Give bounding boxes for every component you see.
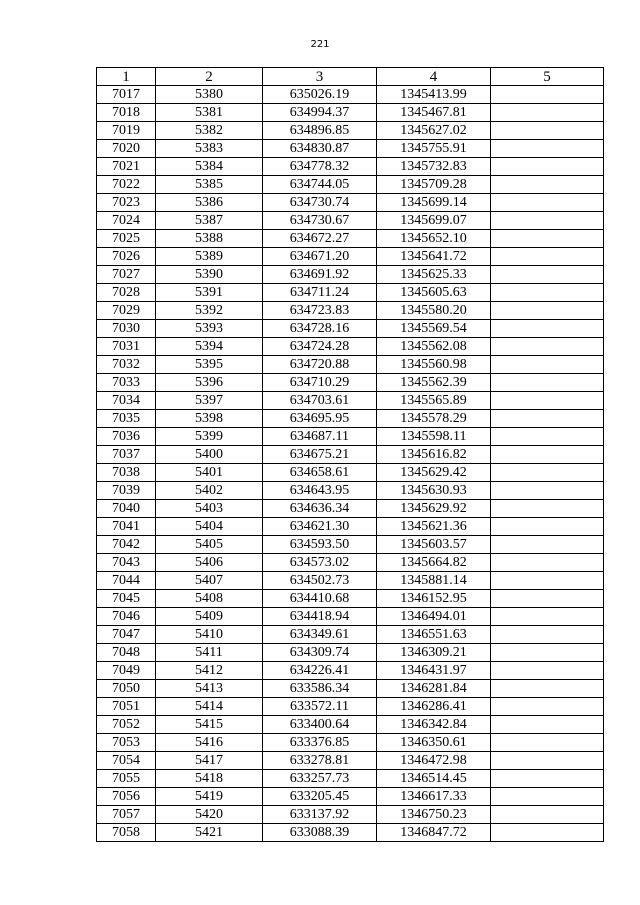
y-coordinate-cell: 1346350.61 <box>377 734 491 752</box>
y-coordinate-cell: 1346152.95 <box>377 590 491 608</box>
x-coordinate-cell: 634691.92 <box>263 266 377 284</box>
point-number-cell: 7020 <box>97 140 156 158</box>
x-coordinate-cell: 634724.28 <box>263 338 377 356</box>
y-coordinate-cell: 1346281.84 <box>377 680 491 698</box>
x-coordinate-cell: 634410.68 <box>263 590 377 608</box>
table-row <box>97 230 604 248</box>
vertex-number-cell: 5385 <box>156 176 263 194</box>
note-cell <box>491 824 604 842</box>
vertex-number-cell: 5388 <box>156 230 263 248</box>
table-row <box>97 428 604 446</box>
y-coordinate-cell: 1345755.91 <box>377 140 491 158</box>
note-cell <box>491 140 604 158</box>
vertex-number-cell: 5398 <box>156 410 263 428</box>
point-number-cell: 7041 <box>97 518 156 536</box>
point-number-cell: 7021 <box>97 158 156 176</box>
point-number-cell: 7058 <box>97 824 156 842</box>
point-number-cell: 7028 <box>97 284 156 302</box>
point-number-cell: 7054 <box>97 752 156 770</box>
point-number-cell: 7057 <box>97 806 156 824</box>
y-coordinate-cell: 1345699.07 <box>377 212 491 230</box>
y-coordinate-cell: 1345598.11 <box>377 428 491 446</box>
coordinates-table <box>96 67 604 842</box>
vertex-number-cell: 5394 <box>156 338 263 356</box>
point-number-cell: 7040 <box>97 500 156 518</box>
point-number-cell: 7026 <box>97 248 156 266</box>
table-row <box>97 482 604 500</box>
point-number-cell: 7056 <box>97 788 156 806</box>
column-header: 1 <box>97 68 156 86</box>
point-number-cell: 7050 <box>97 680 156 698</box>
vertex-number-cell: 5393 <box>156 320 263 338</box>
vertex-number-cell: 5400 <box>156 446 263 464</box>
note-cell <box>491 428 604 446</box>
x-coordinate-cell: 634703.61 <box>263 392 377 410</box>
note-cell <box>491 194 604 212</box>
x-coordinate-cell: 633572.11 <box>263 698 377 716</box>
y-coordinate-cell: 1346847.72 <box>377 824 491 842</box>
note-cell <box>491 176 604 194</box>
note-cell <box>491 536 604 554</box>
table-row <box>97 338 604 356</box>
point-number-cell: 7025 <box>97 230 156 248</box>
table-row <box>97 536 604 554</box>
y-coordinate-cell: 1345580.20 <box>377 302 491 320</box>
vertex-number-cell: 5409 <box>156 608 263 626</box>
table-row <box>97 104 604 122</box>
vertex-number-cell: 5416 <box>156 734 263 752</box>
point-number-cell: 7022 <box>97 176 156 194</box>
table-row <box>97 140 604 158</box>
vertex-number-cell: 5420 <box>156 806 263 824</box>
x-coordinate-cell: 633137.92 <box>263 806 377 824</box>
y-coordinate-cell: 1345629.42 <box>377 464 491 482</box>
table-row <box>97 662 604 680</box>
x-coordinate-cell: 633257.73 <box>263 770 377 788</box>
vertex-number-cell: 5381 <box>156 104 263 122</box>
note-cell <box>491 554 604 572</box>
note-cell <box>491 302 604 320</box>
point-number-cell: 7053 <box>97 734 156 752</box>
table-row <box>97 644 604 662</box>
vertex-number-cell: 5411 <box>156 644 263 662</box>
vertex-number-cell: 5391 <box>156 284 263 302</box>
point-number-cell: 7043 <box>97 554 156 572</box>
table-row <box>97 518 604 536</box>
note-cell <box>491 230 604 248</box>
table-row <box>97 626 604 644</box>
table-row <box>97 806 604 824</box>
x-coordinate-cell: 634830.87 <box>263 140 377 158</box>
y-coordinate-cell: 1346514.45 <box>377 770 491 788</box>
point-number-cell: 7018 <box>97 104 156 122</box>
vertex-number-cell: 5397 <box>156 392 263 410</box>
x-coordinate-cell: 633376.85 <box>263 734 377 752</box>
table-row <box>97 734 604 752</box>
note-cell <box>491 320 604 338</box>
y-coordinate-cell: 1346472.98 <box>377 752 491 770</box>
note-cell <box>491 680 604 698</box>
y-coordinate-cell: 1345562.08 <box>377 338 491 356</box>
table-row <box>97 266 604 284</box>
column-header: 4 <box>377 68 491 86</box>
vertex-number-cell: 5412 <box>156 662 263 680</box>
vertex-number-cell: 5421 <box>156 824 263 842</box>
x-coordinate-cell: 634636.34 <box>263 500 377 518</box>
y-coordinate-cell: 1346551.63 <box>377 626 491 644</box>
vertex-number-cell: 5401 <box>156 464 263 482</box>
x-coordinate-cell: 633205.45 <box>263 788 377 806</box>
x-coordinate-cell: 634226.41 <box>263 662 377 680</box>
x-coordinate-cell: 634896.85 <box>263 122 377 140</box>
point-number-cell: 7024 <box>97 212 156 230</box>
table-row <box>97 698 604 716</box>
x-coordinate-cell: 634687.11 <box>263 428 377 446</box>
point-number-cell: 7055 <box>97 770 156 788</box>
y-coordinate-cell: 1346309.21 <box>377 644 491 662</box>
point-number-cell: 7027 <box>97 266 156 284</box>
table-row <box>97 608 604 626</box>
vertex-number-cell: 5410 <box>156 626 263 644</box>
y-coordinate-cell: 1345413.99 <box>377 86 491 104</box>
vertex-number-cell: 5406 <box>156 554 263 572</box>
x-coordinate-cell: 634349.61 <box>263 626 377 644</box>
note-cell <box>491 482 604 500</box>
point-number-cell: 7033 <box>97 374 156 392</box>
vertex-number-cell: 5415 <box>156 716 263 734</box>
x-coordinate-cell: 633088.39 <box>263 824 377 842</box>
x-coordinate-cell: 634658.61 <box>263 464 377 482</box>
vertex-number-cell: 5399 <box>156 428 263 446</box>
vertex-number-cell: 5404 <box>156 518 263 536</box>
table-row <box>97 374 604 392</box>
x-coordinate-cell: 634730.74 <box>263 194 377 212</box>
point-number-cell: 7037 <box>97 446 156 464</box>
y-coordinate-cell: 1345881.14 <box>377 572 491 590</box>
point-number-cell: 7049 <box>97 662 156 680</box>
table-row <box>97 590 604 608</box>
point-number-cell: 7023 <box>97 194 156 212</box>
y-coordinate-cell: 1345621.36 <box>377 518 491 536</box>
x-coordinate-cell: 635026.19 <box>263 86 377 104</box>
x-coordinate-cell: 634621.30 <box>263 518 377 536</box>
note-cell <box>491 716 604 734</box>
vertex-number-cell: 5413 <box>156 680 263 698</box>
y-coordinate-cell: 1345616.82 <box>377 446 491 464</box>
note-cell <box>491 356 604 374</box>
y-coordinate-cell: 1345664.82 <box>377 554 491 572</box>
column-header: 3 <box>263 68 377 86</box>
point-number-cell: 7048 <box>97 644 156 662</box>
point-number-cell: 7046 <box>97 608 156 626</box>
y-coordinate-cell: 1346286.41 <box>377 698 491 716</box>
note-cell <box>491 698 604 716</box>
page-number: 221 <box>310 39 330 50</box>
vertex-number-cell: 5402 <box>156 482 263 500</box>
vertex-number-cell: 5419 <box>156 788 263 806</box>
x-coordinate-cell: 634744.05 <box>263 176 377 194</box>
table-row <box>97 320 604 338</box>
note-cell <box>491 446 604 464</box>
y-coordinate-cell: 1346494.01 <box>377 608 491 626</box>
table-row <box>97 302 604 320</box>
x-coordinate-cell: 634593.50 <box>263 536 377 554</box>
point-number-cell: 7038 <box>97 464 156 482</box>
table-row <box>97 212 604 230</box>
x-coordinate-cell: 634723.83 <box>263 302 377 320</box>
table-row <box>97 158 604 176</box>
y-coordinate-cell: 1345627.02 <box>377 122 491 140</box>
x-coordinate-cell: 634695.95 <box>263 410 377 428</box>
table-row <box>97 788 604 806</box>
vertex-number-cell: 5407 <box>156 572 263 590</box>
x-coordinate-cell: 634672.27 <box>263 230 377 248</box>
table-row <box>97 122 604 140</box>
note-cell <box>491 464 604 482</box>
y-coordinate-cell: 1345605.63 <box>377 284 491 302</box>
y-coordinate-cell: 1346750.23 <box>377 806 491 824</box>
x-coordinate-cell: 634710.29 <box>263 374 377 392</box>
y-coordinate-cell: 1345578.29 <box>377 410 491 428</box>
point-number-cell: 7031 <box>97 338 156 356</box>
table-row <box>97 770 604 788</box>
table-row <box>97 680 604 698</box>
note-cell <box>491 608 604 626</box>
y-coordinate-cell: 1345560.98 <box>377 356 491 374</box>
y-coordinate-cell: 1345699.14 <box>377 194 491 212</box>
note-cell <box>491 590 604 608</box>
note-cell <box>491 338 604 356</box>
note-cell <box>491 86 604 104</box>
note-cell <box>491 752 604 770</box>
note-cell <box>491 734 604 752</box>
note-cell <box>491 266 604 284</box>
vertex-number-cell: 5408 <box>156 590 263 608</box>
note-cell <box>491 122 604 140</box>
point-number-cell: 7032 <box>97 356 156 374</box>
table-row <box>97 752 604 770</box>
note-cell <box>491 770 604 788</box>
note-cell <box>491 284 604 302</box>
table-header-row <box>97 68 604 86</box>
table-row <box>97 194 604 212</box>
point-number-cell: 7052 <box>97 716 156 734</box>
y-coordinate-cell: 1346342.84 <box>377 716 491 734</box>
table-row <box>97 500 604 518</box>
note-cell <box>491 644 604 662</box>
y-coordinate-cell: 1345625.33 <box>377 266 491 284</box>
x-coordinate-cell: 633278.81 <box>263 752 377 770</box>
x-coordinate-cell: 634711.24 <box>263 284 377 302</box>
note-cell <box>491 104 604 122</box>
vertex-number-cell: 5382 <box>156 122 263 140</box>
vertex-number-cell: 5392 <box>156 302 263 320</box>
note-cell <box>491 518 604 536</box>
x-coordinate-cell: 634671.20 <box>263 248 377 266</box>
x-coordinate-cell: 634720.88 <box>263 356 377 374</box>
point-number-cell: 7017 <box>97 86 156 104</box>
y-coordinate-cell: 1345603.57 <box>377 536 491 554</box>
x-coordinate-cell: 634994.37 <box>263 104 377 122</box>
table-body <box>97 86 604 842</box>
y-coordinate-cell: 1345629.92 <box>377 500 491 518</box>
note-cell <box>491 374 604 392</box>
x-coordinate-cell: 634418.94 <box>263 608 377 626</box>
point-number-cell: 7019 <box>97 122 156 140</box>
column-header: 2 <box>156 68 263 86</box>
note-cell <box>491 500 604 518</box>
point-number-cell: 7034 <box>97 392 156 410</box>
note-cell <box>491 410 604 428</box>
table-row <box>97 716 604 734</box>
vertex-number-cell: 5403 <box>156 500 263 518</box>
vertex-number-cell: 5380 <box>156 86 263 104</box>
x-coordinate-cell: 634502.73 <box>263 572 377 590</box>
y-coordinate-cell: 1346431.97 <box>377 662 491 680</box>
note-cell <box>491 248 604 266</box>
table-row <box>97 248 604 266</box>
vertex-number-cell: 5414 <box>156 698 263 716</box>
x-coordinate-cell: 634728.16 <box>263 320 377 338</box>
table-row <box>97 356 604 374</box>
point-number-cell: 7029 <box>97 302 156 320</box>
table-row <box>97 392 604 410</box>
x-coordinate-cell: 633400.64 <box>263 716 377 734</box>
vertex-number-cell: 5390 <box>156 266 263 284</box>
vertex-number-cell: 5383 <box>156 140 263 158</box>
y-coordinate-cell: 1345562.39 <box>377 374 491 392</box>
y-coordinate-cell: 1345732.83 <box>377 158 491 176</box>
table-row <box>97 86 604 104</box>
vertex-number-cell: 5395 <box>156 356 263 374</box>
table-row <box>97 824 604 842</box>
vertex-number-cell: 5389 <box>156 248 263 266</box>
x-coordinate-cell: 634778.32 <box>263 158 377 176</box>
y-coordinate-cell: 1345467.81 <box>377 104 491 122</box>
y-coordinate-cell: 1345569.54 <box>377 320 491 338</box>
note-cell <box>491 806 604 824</box>
point-number-cell: 7039 <box>97 482 156 500</box>
vertex-number-cell: 5405 <box>156 536 263 554</box>
vertex-number-cell: 5386 <box>156 194 263 212</box>
point-number-cell: 7042 <box>97 536 156 554</box>
y-coordinate-cell: 1345641.72 <box>377 248 491 266</box>
table-row <box>97 176 604 194</box>
x-coordinate-cell: 633586.34 <box>263 680 377 698</box>
point-number-cell: 7051 <box>97 698 156 716</box>
note-cell <box>491 572 604 590</box>
x-coordinate-cell: 634573.02 <box>263 554 377 572</box>
y-coordinate-cell: 1345565.89 <box>377 392 491 410</box>
y-coordinate-cell: 1345652.10 <box>377 230 491 248</box>
vertex-number-cell: 5396 <box>156 374 263 392</box>
vertex-number-cell: 5418 <box>156 770 263 788</box>
table-row <box>97 410 604 428</box>
note-cell <box>491 212 604 230</box>
column-header: 5 <box>491 68 604 86</box>
point-number-cell: 7036 <box>97 428 156 446</box>
note-cell <box>491 392 604 410</box>
table-row <box>97 554 604 572</box>
vertex-number-cell: 5417 <box>156 752 263 770</box>
vertex-number-cell: 5384 <box>156 158 263 176</box>
x-coordinate-cell: 634309.74 <box>263 644 377 662</box>
y-coordinate-cell: 1346617.33 <box>377 788 491 806</box>
x-coordinate-cell: 634643.95 <box>263 482 377 500</box>
point-number-cell: 7035 <box>97 410 156 428</box>
point-number-cell: 7045 <box>97 590 156 608</box>
table-row <box>97 572 604 590</box>
x-coordinate-cell: 634730.67 <box>263 212 377 230</box>
note-cell <box>491 626 604 644</box>
table-row <box>97 464 604 482</box>
note-cell <box>491 788 604 806</box>
vertex-number-cell: 5387 <box>156 212 263 230</box>
point-number-cell: 7044 <box>97 572 156 590</box>
y-coordinate-cell: 1345630.93 <box>377 482 491 500</box>
table-row <box>97 284 604 302</box>
note-cell <box>491 158 604 176</box>
x-coordinate-cell: 634675.21 <box>263 446 377 464</box>
table-row <box>97 446 604 464</box>
point-number-cell: 7047 <box>97 626 156 644</box>
note-cell <box>491 662 604 680</box>
y-coordinate-cell: 1345709.28 <box>377 176 491 194</box>
point-number-cell: 7030 <box>97 320 156 338</box>
